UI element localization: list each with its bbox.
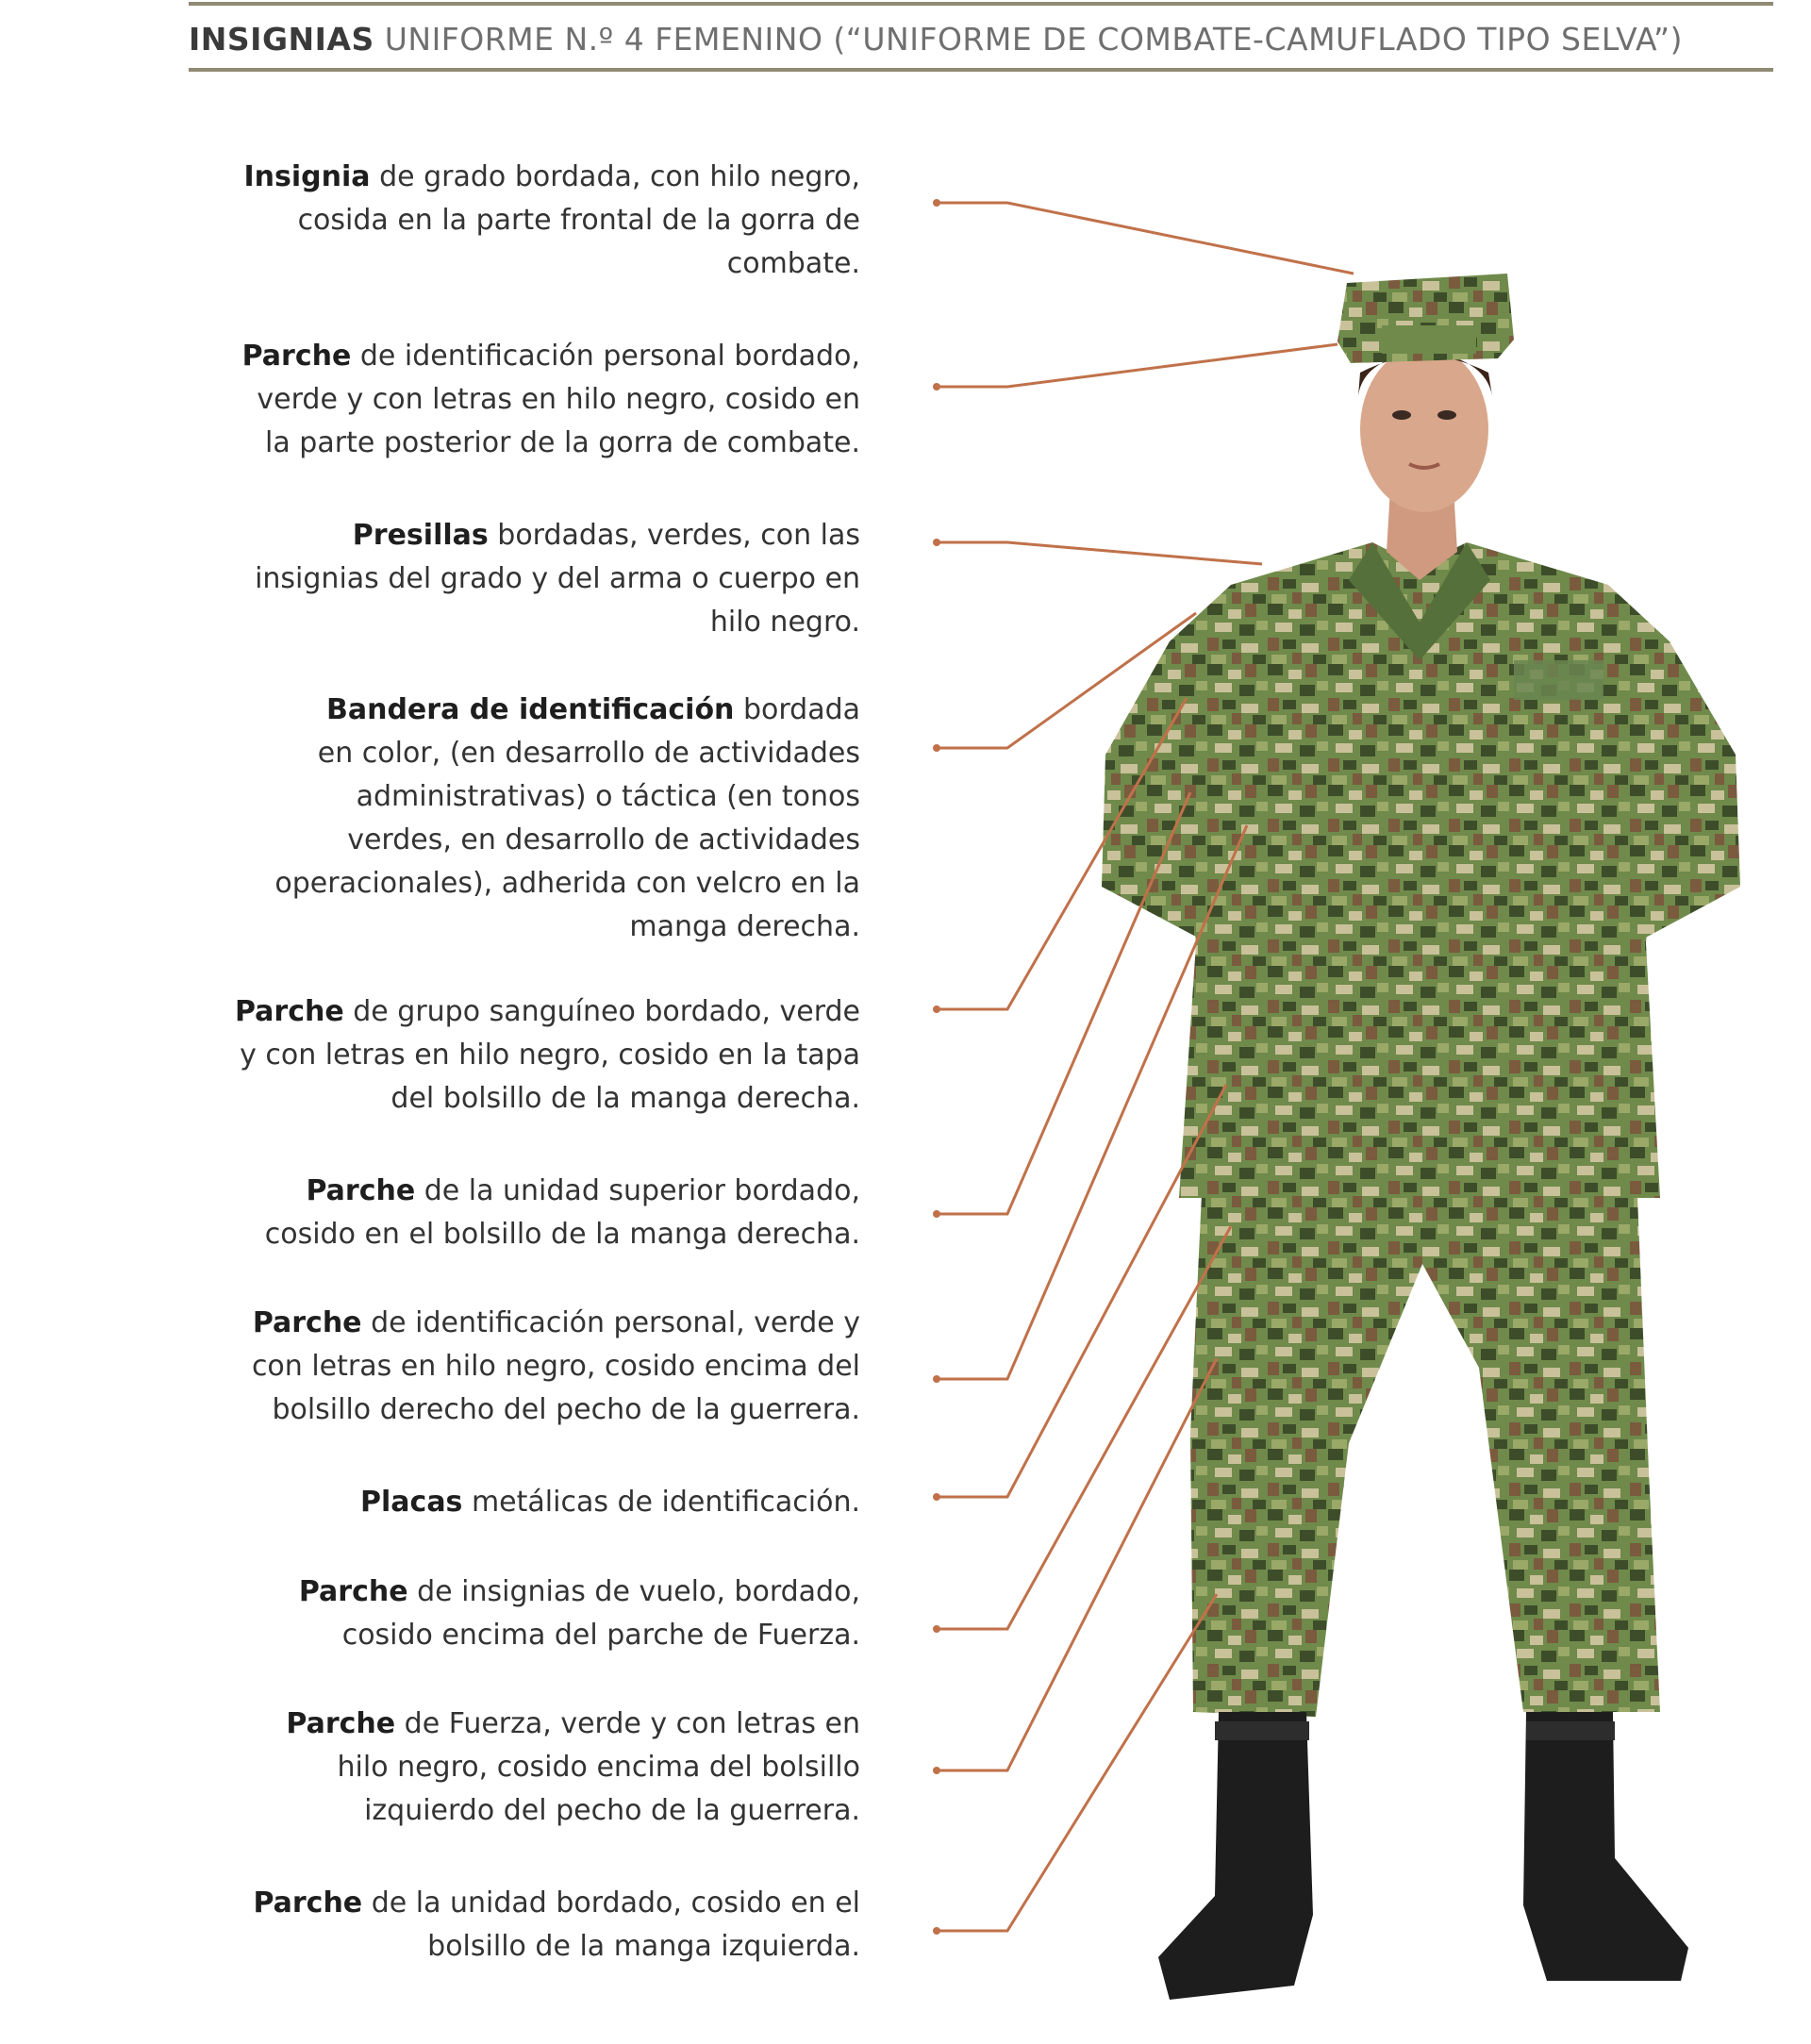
leader-dot-1 [933, 199, 940, 207]
leader-dot-4 [933, 744, 940, 752]
leader-line-11 [937, 1594, 1217, 1931]
annotation-text: y con letras en hilo negro, cosido en la tapa [240, 1039, 860, 1072]
annotation-keyword: Parche [306, 1174, 416, 1207]
annotation-text: cosido encima del parche de Fuerza. [341, 1619, 860, 1652]
annotation-keyword: Placas [360, 1486, 463, 1519]
annotation-text: la parte posterior de la gorra de combate. [265, 426, 860, 459]
annotation-keyword: Parche [252, 1306, 362, 1339]
leader-dot-2 [933, 383, 940, 391]
annotation-text: administrativas) o táctica (en tonos [356, 780, 860, 813]
annotation-text: bordadas, verdes, con las [488, 519, 860, 552]
annotation-keyword: Parche [298, 1575, 408, 1608]
leader-line-6 [937, 792, 1190, 1214]
annotation-text: hilo negro. [709, 606, 860, 639]
leader-dot-7 [933, 1375, 940, 1383]
leader-line-4 [937, 613, 1196, 748]
leader-line-2 [937, 344, 1337, 387]
annotation-keyword: Presillas [352, 519, 489, 552]
annotation-keyword: Bandera de identificación [325, 693, 735, 726]
page-title-rest: UNIFORME N.º 4 FEMENINO (“UNIFORME DE COMBATE-CAMUFLADO TIPO SELVA”) [374, 21, 1684, 58]
annotation-text: verdes, en desarrollo de actividades [347, 823, 860, 856]
leader-dot-9 [933, 1625, 940, 1633]
annotation-text: verde y con letras en hilo negro, cosido en [257, 383, 860, 416]
annotation-text: combate. [726, 247, 860, 280]
annotation-text: de insignias de vuelo, bordado, [407, 1575, 860, 1608]
annotation-keyword: Parche [286, 1707, 396, 1740]
annotation-text: bolsillo de la manga izquierda. [427, 1930, 860, 1963]
annotation-text: de identificación personal, verde y [361, 1306, 860, 1339]
leader-line-7 [937, 825, 1247, 1379]
annotation-text: de la unidad superior bordado, [415, 1174, 860, 1207]
leader-dot-6 [933, 1210, 940, 1218]
annotation-keyword: Parche [234, 995, 344, 1028]
annotation-text: cosida en la parte frontal de la gorra de [297, 204, 860, 237]
annotation-text: izquierdo del pecho de la guerrera. [364, 1794, 860, 1827]
annotation-text: del bolsillo de la manga derecha. [390, 1082, 860, 1115]
annotation-text: de grado bordada, con hilo negro, [370, 160, 860, 193]
page-title-bold: INSIGNIAS [189, 21, 374, 58]
leader-dot-5 [933, 1005, 940, 1013]
leader-dot-10 [933, 1767, 940, 1774]
annotation-text: cosido en el bolsillo de la manga derecha. [264, 1218, 860, 1251]
leader-line-5 [937, 698, 1187, 1009]
leader-line-3 [937, 542, 1262, 564]
annotation-text: de identificación personal bordado, [351, 340, 860, 373]
annotation-text: insignias del grado y del arma o cuerpo en [255, 562, 860, 595]
annotation-keyword: Parche [253, 1886, 363, 1919]
leader-line-9 [937, 1226, 1231, 1629]
annotation-text: de grupo sanguíneo bordado, verde [343, 995, 860, 1028]
leader-line-8 [937, 1085, 1226, 1497]
annotation-text: en color, (en desarrollo de actividades [317, 737, 860, 770]
annotation-text: hilo negro, cosido encima del bolsillo [337, 1751, 860, 1784]
leader-line-10 [937, 1358, 1217, 1770]
leader-dot-8 [933, 1493, 940, 1501]
annotation-keyword: Parche [241, 340, 352, 373]
leader-dot-3 [933, 539, 940, 546]
annotation-text: manga derecha. [629, 910, 860, 943]
leader-dot-11 [933, 1927, 940, 1935]
annotation-text: de Fuerza, verde y con letras en [395, 1707, 860, 1740]
leader-line-1 [937, 203, 1354, 274]
annotation-keyword: Insignia [243, 160, 371, 193]
annotation-text: bolsillo derecho del pecho de la guerrera. [272, 1393, 860, 1426]
annotation-text: con letras en hilo negro, cosido encima del [251, 1350, 860, 1383]
annotation-text: de la unidad bordado, cosido en el [362, 1886, 860, 1919]
annotation-text: operacionales), adherida con velcro en la [274, 867, 860, 900]
annotation-text: bordada [734, 693, 860, 726]
annotation-text: metálicas de identificación. [462, 1486, 860, 1519]
